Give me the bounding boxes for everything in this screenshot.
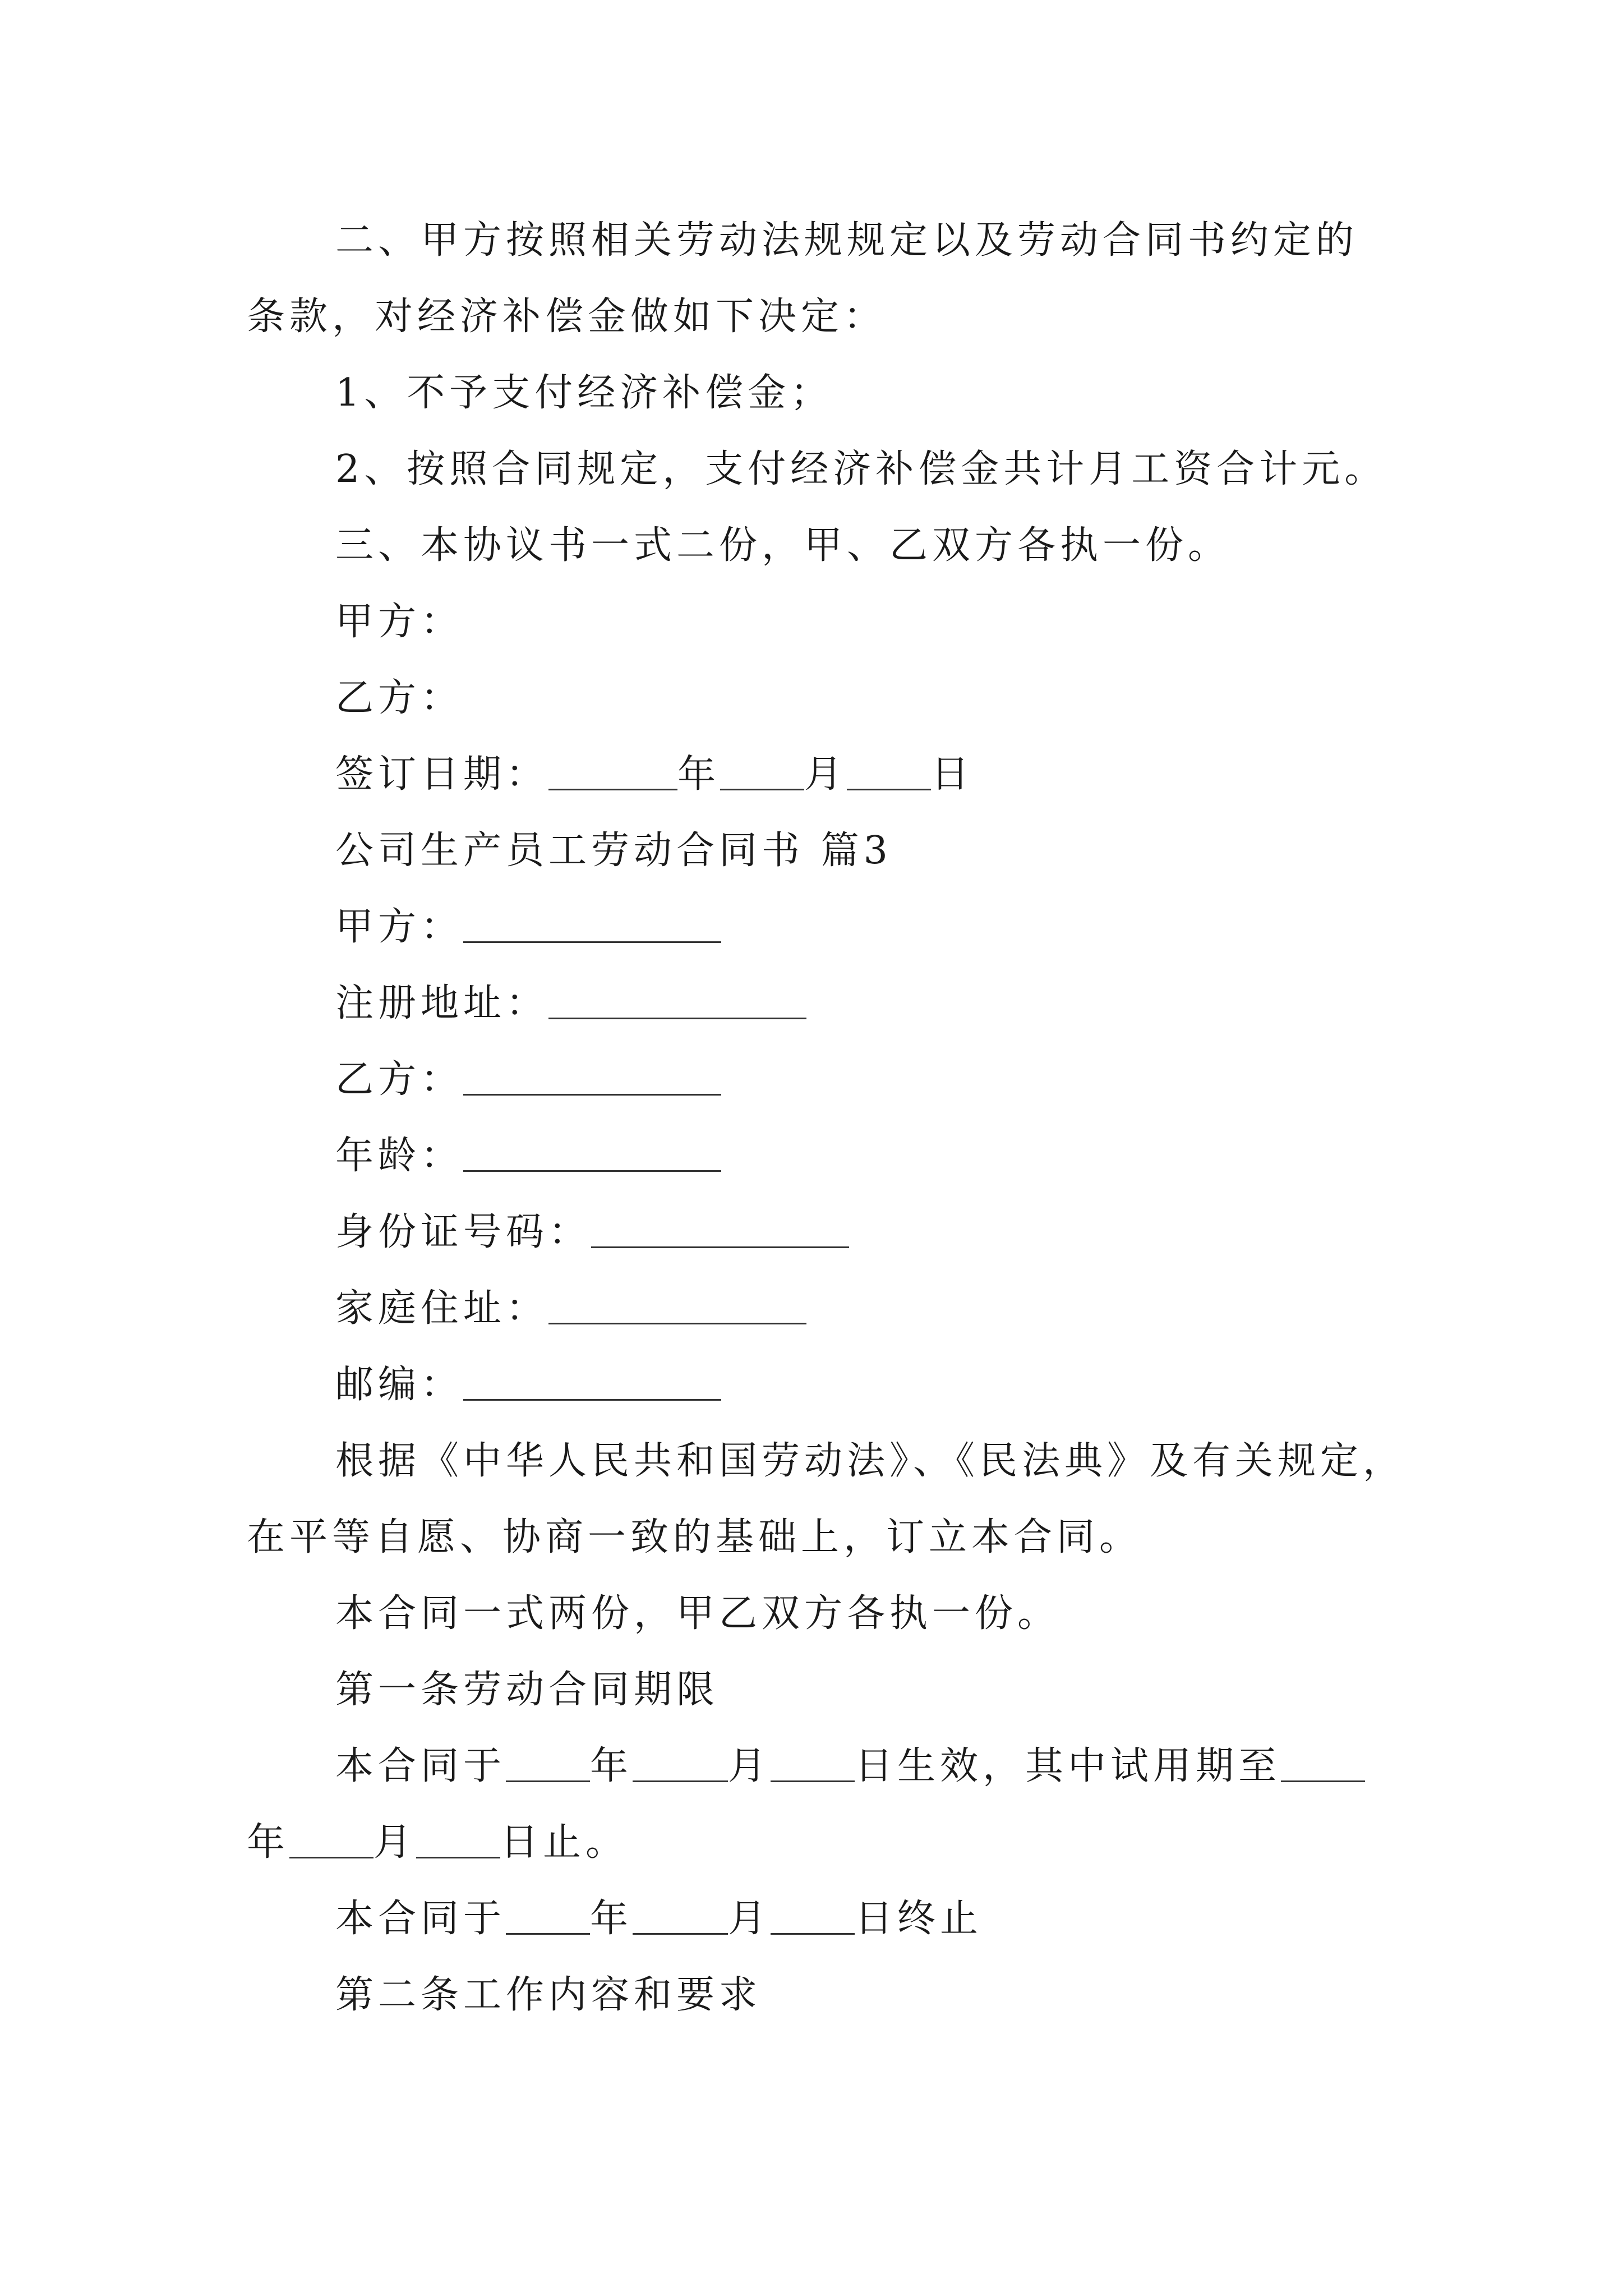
id-number-blank: [591, 1213, 849, 1248]
probation-month-blank: [289, 1823, 374, 1858]
effective-year-label: 年: [590, 1744, 633, 1788]
article-two-heading: 第二条工作内容和要求: [335, 1973, 762, 2017]
home-address-blank: [548, 1289, 806, 1324]
item-pay-compensation: 2、按照合同规定，支付经济补偿金共计月工资合计元。: [335, 447, 1387, 491]
age-blank: [463, 1137, 721, 1172]
termination-suffix: 日终止: [855, 1897, 983, 1941]
effective-prefix: 本合同于: [335, 1744, 506, 1788]
effective-year-blank: [506, 1747, 590, 1782]
paragraph-legal-basis-cont: 在平等自愿、协商一致的基础上，订立本合同。: [247, 1515, 1142, 1559]
party-b-line: [0, 1049, 1623, 1111]
probation-end-line: [0, 1812, 1623, 1874]
effective-date-line: [0, 1736, 1623, 1797]
day-blank: [847, 755, 931, 790]
registered-address-blank: [548, 984, 806, 1019]
registered-address-label: 注册地址：: [335, 981, 549, 1025]
contract-title: 公司生产员工劳动合同书 篇3: [335, 829, 892, 873]
paragraph-compensation-decision-cont: 条款，对经济补偿金做如下决定：: [247, 295, 887, 339]
termination-year-label: 年: [590, 1897, 633, 1941]
home-address-line: [0, 1278, 1623, 1340]
registered-address-line: [0, 973, 1623, 1034]
party-a-blank: [463, 908, 721, 943]
effective-month-label: 月: [728, 1744, 771, 1788]
postcode-blank: [463, 1365, 721, 1401]
postcode-line: [0, 1354, 1623, 1416]
paragraph-copies: 三、本协议书一式二份，甲、乙双方各执一份。: [335, 523, 1231, 568]
party-a-label: 甲方：: [335, 905, 464, 949]
termination-day-blank: [771, 1899, 855, 1935]
party-b-blank: [463, 1060, 721, 1096]
paragraph-legal-basis: 根据《中华人民共和国劳动法》、《民法典》及有关规定，: [335, 1439, 1406, 1483]
month-blank: [720, 755, 804, 790]
probation-day-blank: [416, 1823, 500, 1858]
effective-month-blank: [633, 1747, 728, 1782]
party-b-label: 乙方：: [335, 1057, 464, 1102]
probation-year-blank: [1281, 1747, 1365, 1782]
paragraph-contract-copies: 本合同一式两份，甲乙双方各执一份。: [335, 1591, 1061, 1636]
party-a-line: [0, 896, 1623, 958]
paragraph-compensation-decision: 二、甲方按照相关劳动法规规定以及劳动合同书约定的: [335, 218, 1359, 263]
probation-month-label: 月: [374, 1820, 417, 1865]
month-label: 月: [804, 752, 847, 797]
probation-year-label: 年: [247, 1820, 290, 1865]
article-one-heading: 第一条劳动合同期限: [335, 1668, 720, 1712]
year-label: 年: [677, 752, 721, 797]
probation-suffix: 日止。: [500, 1820, 629, 1865]
postcode-label: 邮编：: [335, 1363, 464, 1407]
age-label: 年龄：: [335, 1134, 464, 1178]
termination-month-label: 月: [728, 1897, 771, 1941]
termination-date-line: [0, 1888, 1623, 1950]
party-b-signature-label: 乙方：: [335, 676, 464, 720]
age-line: [0, 1125, 1623, 1187]
party-a-signature-label: 甲方：: [335, 600, 464, 644]
termination-year-blank: [506, 1899, 590, 1935]
year-blank: [548, 755, 677, 790]
signing-date-label: 签订日期：: [335, 752, 549, 797]
item-no-compensation: 1、不予支付经济补偿金；: [335, 371, 833, 415]
effective-day-blank: [771, 1747, 855, 1782]
termination-month-blank: [633, 1899, 728, 1935]
effective-suffix: 日生效，其中试用期至: [855, 1744, 1281, 1788]
signing-date-line: [0, 744, 1623, 806]
id-number-line: [0, 1202, 1623, 1263]
day-label: 日: [931, 752, 974, 797]
id-number-label: 身份证号码：: [335, 1210, 592, 1254]
termination-prefix: 本合同于: [335, 1897, 506, 1941]
home-address-label: 家庭住址：: [335, 1286, 549, 1331]
